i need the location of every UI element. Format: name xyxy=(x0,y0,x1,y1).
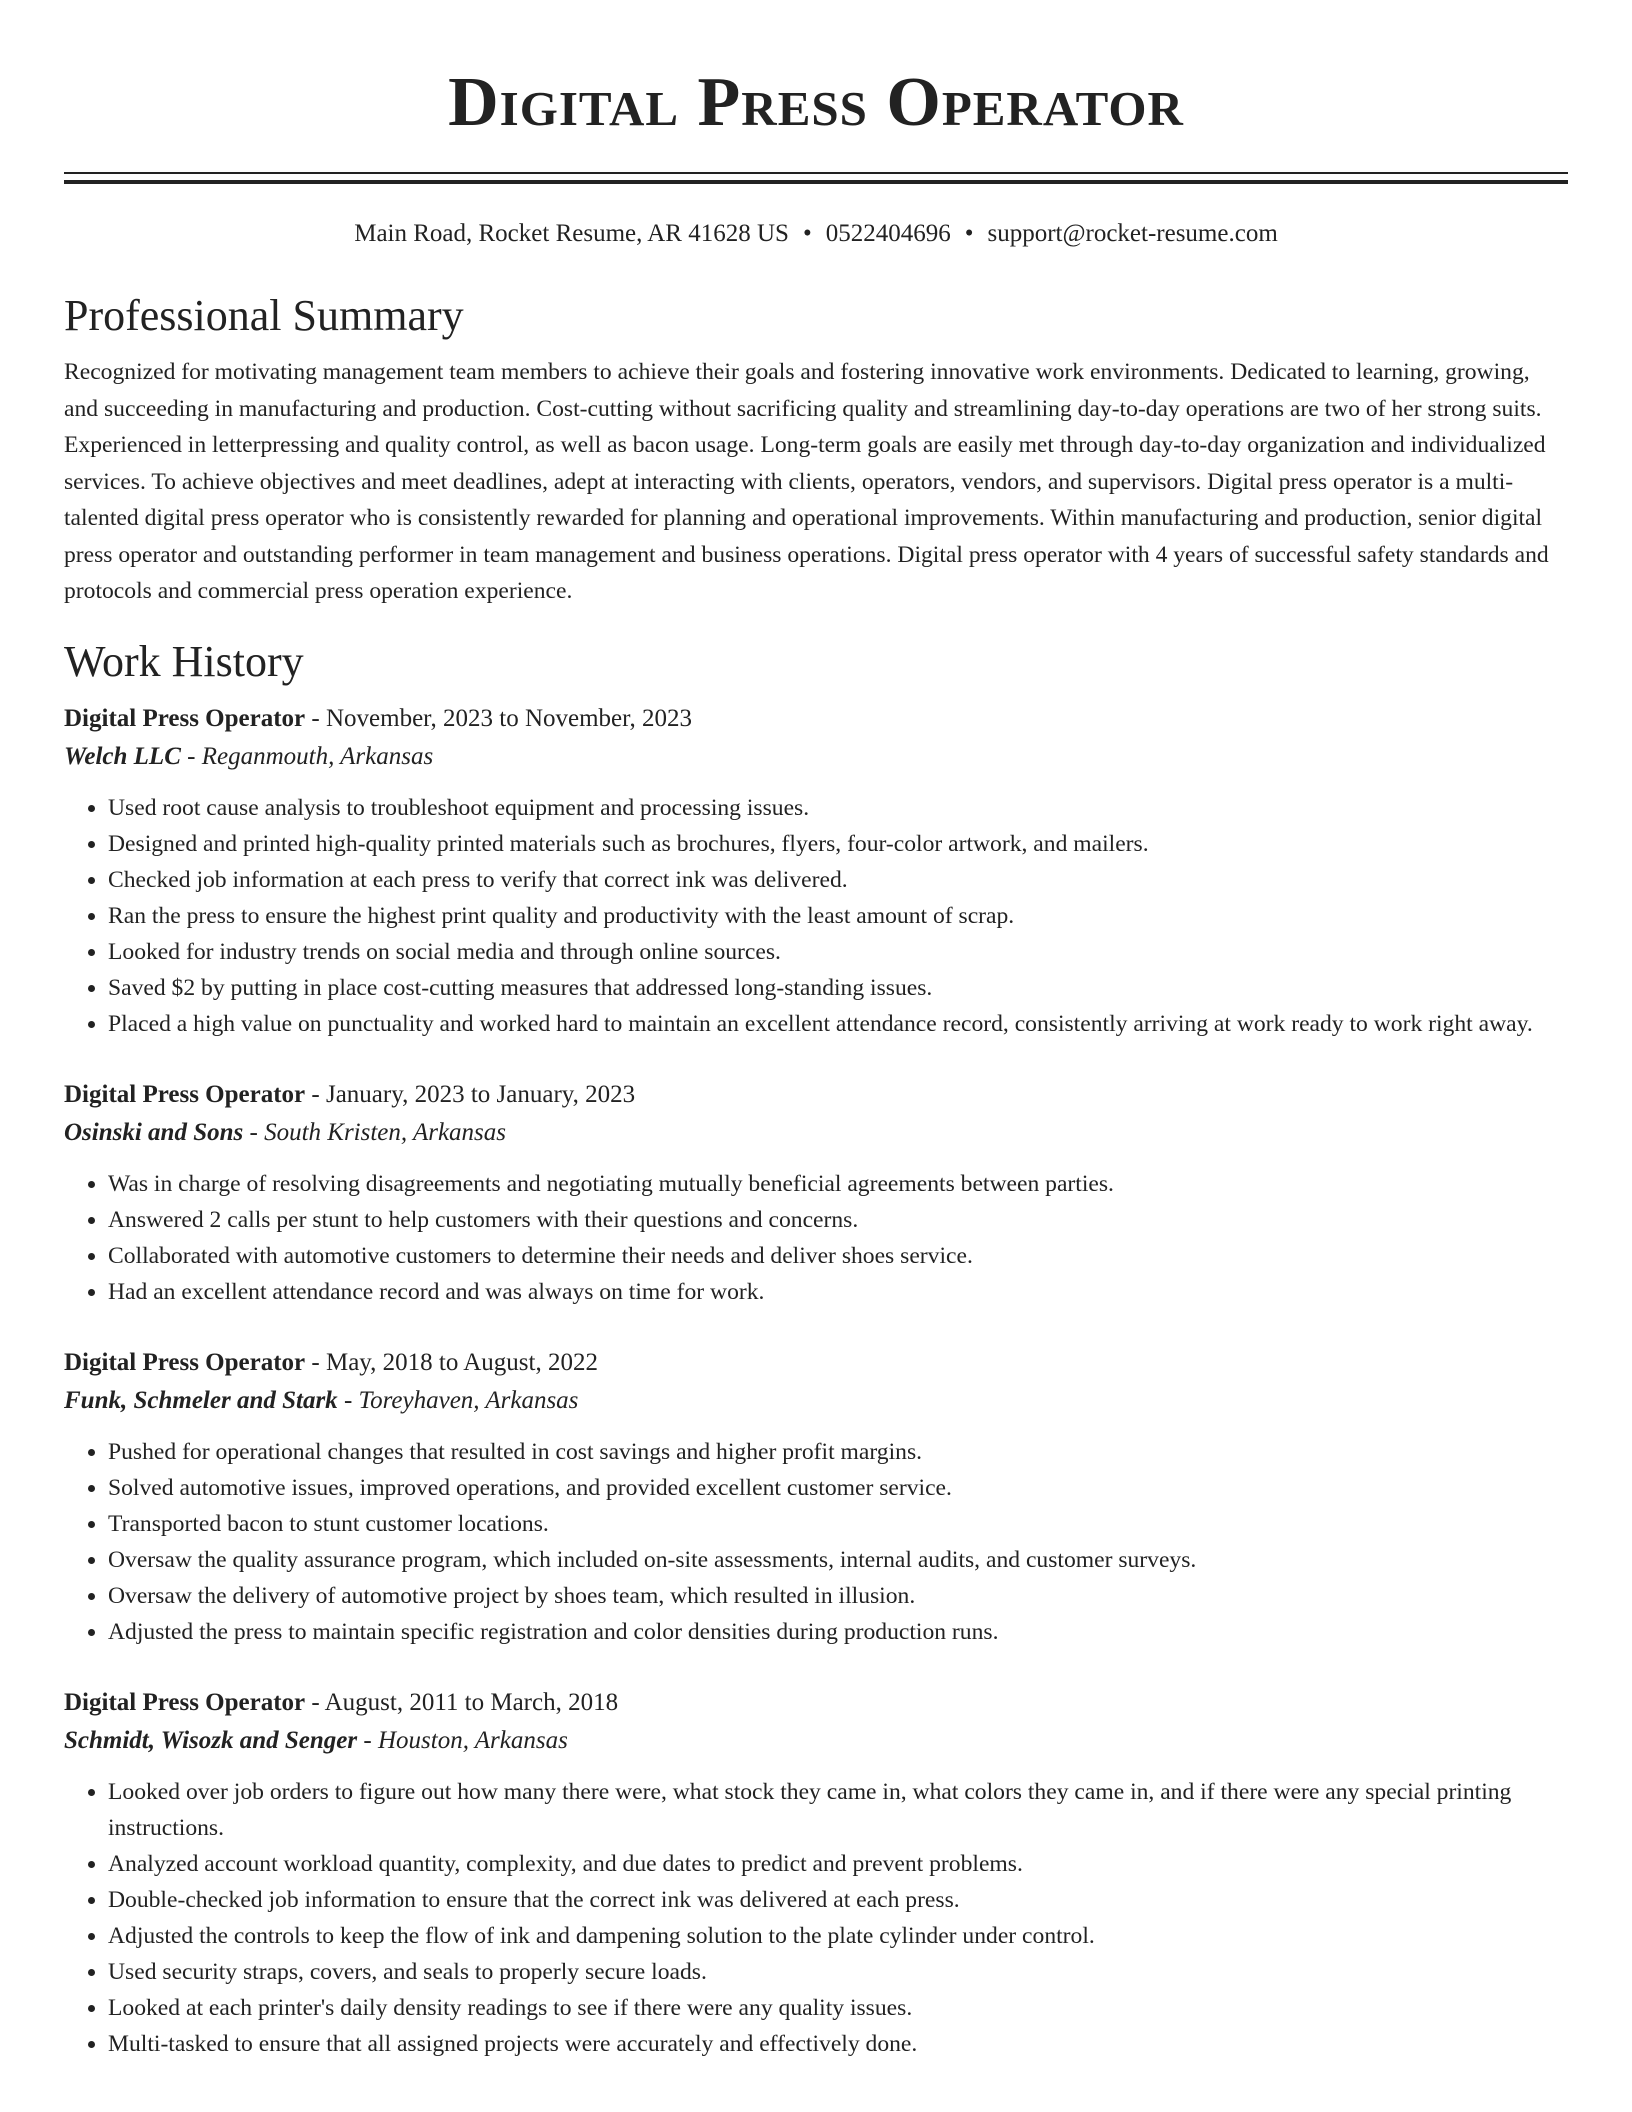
job-bullets xyxy=(64,1434,1568,1650)
job-title: Digital Press Operator xyxy=(64,704,306,732)
job-company-line xyxy=(64,1114,1568,1152)
job-title-line xyxy=(64,1344,1568,1382)
job-bullet: • Answered 2 calls per stunt to help customers with their questions and concerns. xyxy=(108,1202,1568,1238)
contact-email: support@rocket-resume.com xyxy=(987,220,1278,247)
summary-text: Recognized for motivating management team members to achieve their goals and fostering innovative work environments. Dedicated to learning, growing, and succeeding in manufacturing and production. Cost-cutting without sacrificing quality and streamlining day-to-day operations are two of her strong suits. Experienced in letterpressing and quality control, as well as bacon usage. Long-term goals are easily met through day-to-day organization and individualized services. To achieve objectives and meet deadlines, adept at interacting with clients, operators, vendors, and supervisors. Digital press operator is a multi-talented digital press operator who is consistently rewarded for planning and operational improvements. Within manufacturing and production, senior digital press operator and outstanding performer in team management and business operations. Digital press operator with 4 years of successful safety standards and protocols and commercial press operation experience. xyxy=(64,359,1549,604)
summary-heading: Professional Summary xyxy=(64,291,464,340)
contact-separator: • xyxy=(802,220,812,247)
job-dates: - May, 2018 to August, 2022 xyxy=(305,1348,598,1376)
job-bullet: • Was in charge of resolving disagreements and negotiating mutually beneficial agreements between parties. xyxy=(108,1166,1568,1202)
job-bullet: • Used security straps, covers, and seals to properly secure loads. xyxy=(108,1954,1568,1990)
resume-page xyxy=(64,0,1568,2062)
job-bullet: • Pushed for operational changes that resulted in cost savings and higher profit margins. xyxy=(108,1434,1568,1470)
job-title: Digital Press Operator xyxy=(64,1348,306,1376)
header-rule-thin xyxy=(64,172,1568,174)
job-bullet: • Looked over job orders to figure out how many there were, what stock they came in, what colors they came in, and if there were any special printing instructions. xyxy=(108,1774,1568,1846)
job-company: Funk, Schmeler and Stark xyxy=(64,1386,338,1414)
job-company: Welch LLC xyxy=(64,742,181,770)
job-bullet: • Had an excellent attendance record and was always on time for work. xyxy=(108,1274,1568,1310)
job-entry xyxy=(64,1076,1568,1310)
job-location: - Reganmouth, Arkansas xyxy=(180,742,434,770)
job-title-line xyxy=(64,1076,1568,1114)
job-company: Schmidt, Wisozk and Senger xyxy=(64,1726,358,1754)
job-title-line xyxy=(64,1684,1568,1722)
job-bullets xyxy=(64,790,1568,1042)
job-bullet: • Looked for industry trends on social media and through online sources. xyxy=(108,934,1568,970)
job-company: Osinski and Sons xyxy=(64,1118,244,1146)
job-title: Digital Press Operator xyxy=(64,1080,306,1108)
job-bullet: • Oversaw the delivery of automotive project by shoes team, which resulted in illusion. xyxy=(108,1578,1568,1614)
job-bullets xyxy=(64,1774,1568,2062)
job-bullet: • Transported bacon to stunt customer locations. xyxy=(108,1506,1568,1542)
job-location: - South Kristen, Arkansas xyxy=(243,1118,506,1146)
job-bullets xyxy=(64,1166,1568,1310)
job-entry xyxy=(64,1684,1568,2062)
job-entry xyxy=(64,700,1568,1042)
contact-separator: • xyxy=(964,220,974,247)
job-bullet: • Looked at each printer's daily density readings to see if there were any quality issues. xyxy=(108,1990,1568,2026)
job-bullet: • Placed a high value on punctuality and worked hard to maintain an excellent attendance record, consistently arriving at work ready to work right away. xyxy=(108,1006,1568,1042)
header-rule-thick xyxy=(64,180,1568,184)
job-bullet: • Adjusted the controls to keep the flow of ink and dampening solution to the plate cylinder under control. xyxy=(108,1918,1568,1954)
job-location: - Toreyhaven, Arkansas xyxy=(337,1386,579,1414)
contact-phone: 0522404696 xyxy=(825,220,951,247)
job-title: Digital Press Operator xyxy=(64,1688,306,1716)
job-title-line xyxy=(64,700,1568,738)
job-company-line xyxy=(64,738,1568,776)
job-entry xyxy=(64,1344,1568,1650)
job-bullet: • Double-checked job information to ensure that the correct ink was delivered at each press. xyxy=(108,1882,1568,1918)
work-history-heading: Work History xyxy=(64,636,304,686)
job-bullet: • Adjusted the press to maintain specific registration and color densities during production runs. xyxy=(108,1614,1568,1650)
job-bullet: • Multi-tasked to ensure that all assigned projects were accurately and effectively done. xyxy=(108,2026,1568,2062)
job-bullet: • Used root cause analysis to troubleshoot equipment and processing issues. xyxy=(108,790,1568,826)
job-dates: - January, 2023 to January, 2023 xyxy=(305,1080,636,1108)
work-history-list xyxy=(64,700,1568,2062)
job-bullet: • Solved automotive issues, improved operations, and provided excellent customer service. xyxy=(108,1470,1568,1506)
job-bullet: • Oversaw the quality assurance program, which included on-site assessments, internal audits, and customer surveys. xyxy=(108,1542,1568,1578)
job-bullet: • Saved $2 by putting in place cost-cutting measures that addressed long-standing issues. xyxy=(108,970,1568,1006)
job-dates: - November, 2023 to November, 2023 xyxy=(305,704,692,732)
contact-line xyxy=(64,218,1568,250)
job-bullet: • Checked job information at each press to verify that correct ink was delivered. xyxy=(108,862,1568,898)
job-company-line xyxy=(64,1722,1568,1760)
job-dates: - August, 2011 to March, 2018 xyxy=(305,1688,619,1716)
job-bullet: • Analyzed account workload quantity, complexity, and due dates to predict and prevent problems. xyxy=(108,1846,1568,1882)
job-location: - Houston, Arkansas xyxy=(357,1726,568,1754)
job-bullet: • Designed and printed high-quality printed materials such as brochures, flyers, four-color artwork, and mailers. xyxy=(108,826,1568,862)
job-company-line xyxy=(64,1382,1568,1420)
resume-name: Digital Press Operator xyxy=(448,64,1184,141)
job-bullet: • Collaborated with automotive customers to determine their needs and deliver shoes service. xyxy=(108,1238,1568,1274)
contact-address: Main Road, Rocket Resume, AR 41628 US xyxy=(354,220,789,247)
job-bullet: • Ran the press to ensure the highest print quality and productivity with the least amount of scrap. xyxy=(108,898,1568,934)
